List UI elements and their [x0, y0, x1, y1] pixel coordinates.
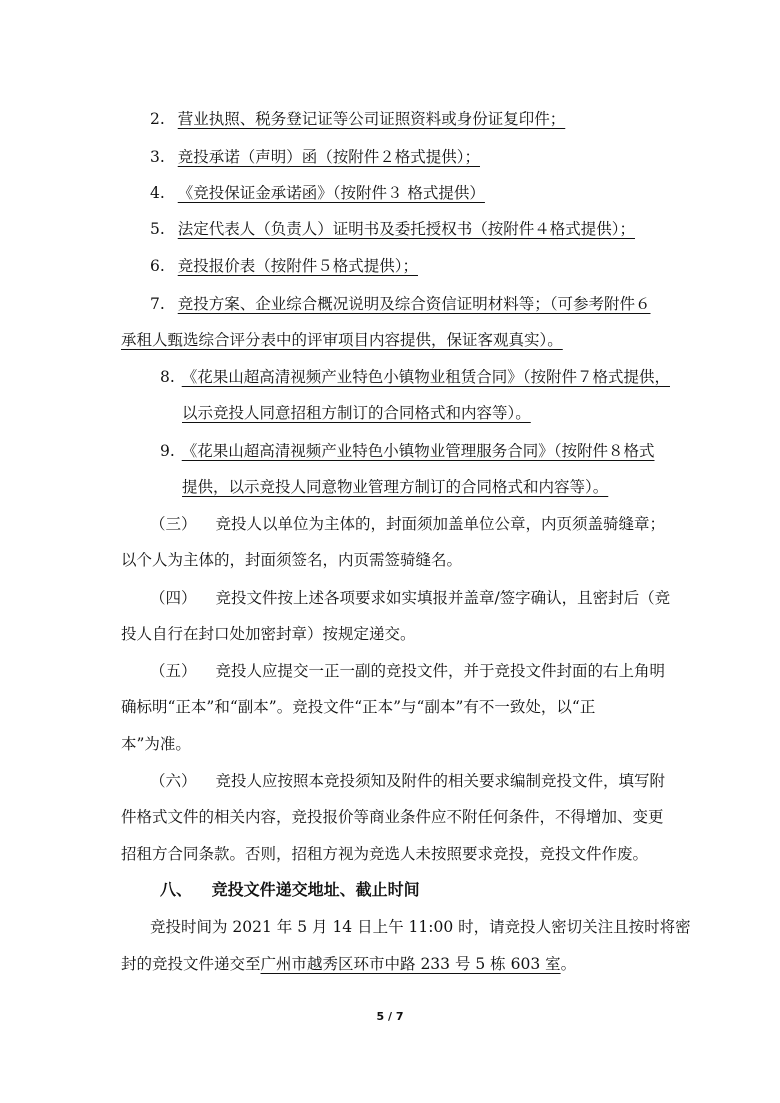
list-number: 6. — [150, 257, 165, 275]
paragraph-text: 本”为准。 — [121, 735, 191, 753]
list-number: 7. — [150, 295, 165, 313]
paragraph-4 — [150, 588, 670, 608]
list-text-line1: 竞投方案、企业综合概况说明及综合资信证明材料等；（可参考附件６ — [177, 295, 651, 313]
list-text: 营业执照、税务登记证等公司证照资料或身份证复印件； — [177, 110, 566, 128]
list-text: 《竞投保证金承诺函》（按附件３ 格式提供） — [177, 184, 485, 202]
list-text-line2: 以示竞投人同意招租方制订的合同格式和内容等）。 — [182, 404, 531, 422]
list-item-4 — [150, 183, 485, 203]
list-item-5 — [150, 219, 635, 239]
list-number: 8. — [160, 368, 175, 386]
list-text-line2: 承租人甄选综合评分表中的评审项目内容提供，保证客观真实）。 — [121, 331, 563, 349]
section-text: 封的竞投文件递交至 — [121, 955, 261, 973]
section-text-line2 — [121, 954, 576, 974]
list-text-line2: 提供，以示竞投人同意物业管理方制订的合同格式和内容等）。 — [182, 478, 609, 496]
paragraph-6 — [150, 771, 665, 791]
list-number: 5. — [150, 220, 165, 238]
paragraph-text: 竞投人应按照本竞投须知及附件的相关要求编制竞投文件，填写附 — [215, 772, 665, 790]
paragraph-label: （五） — [150, 662, 197, 680]
list-number: 2. — [150, 110, 165, 128]
delivery-address: 广州市越秀区环市中路 233 号 5 栋 603 室 — [260, 955, 561, 973]
list-text-line1: 《花果山超高清视频产业特色小镇物业租赁合同》（按附件７格式提供， — [181, 368, 670, 386]
section-text: 。 — [560, 955, 577, 973]
paragraph-3 — [150, 514, 665, 534]
paragraph-text: 竞投文件按上述各项要求如实填报并盖章/签字确认，且密封后（竞 — [215, 589, 671, 607]
list-item-6 — [150, 256, 418, 276]
list-text: 竞投报价表（按附件５格式提供）； — [177, 257, 418, 275]
paragraph-label: （四） — [150, 589, 197, 607]
list-text: 竞投承诺（声明）函（按附件２格式提供）； — [177, 148, 480, 166]
section-title: 竞投文件递交地址、截止时间 — [211, 880, 420, 899]
section-text: 竞投时间为 2021 年 5 月 14 日上午 11:00 时，请竞投人密切关注且按时将密 — [150, 918, 691, 936]
list-text-line1: 《花果山超高清视频产业特色小镇物业管理服务合同》（按附件８格式 — [181, 442, 655, 460]
paragraph-text: 招租方合同条款。否则，招租方视为竞选人未按照要求竞投，竞投文件作废。 — [121, 845, 649, 863]
list-number: 4. — [150, 184, 165, 202]
paragraph-text: 以个人为主体的，封面须签名，内页需签骑缝名。 — [121, 551, 463, 569]
list-item-2 — [150, 109, 565, 129]
section-heading — [160, 880, 420, 900]
page-number: 5 / 7 — [376, 1010, 404, 1023]
paragraph-label: （三） — [150, 515, 197, 533]
list-item-8 — [160, 367, 670, 387]
section-label: 八、 — [160, 880, 193, 899]
list-text: 法定代表人（负责人）证明书及委托授权书（按附件４格式提供）； — [177, 220, 635, 238]
paragraph-text: 竞投人以单位为主体的，封面须加盖单位公章，内页须盖骑缝章； — [215, 515, 665, 533]
paragraph-text: 投人自行在封口处加密封章）按规定递交。 — [121, 625, 416, 643]
list-item-9 — [160, 441, 655, 461]
list-item-3 — [150, 147, 480, 167]
paragraph-text: 竞投人应提交一正一副的竞投文件，并于竞投文件封面的右上角明 — [215, 662, 665, 680]
paragraph-text: 件格式文件的相关内容，竞投报价等商业条件应不附任何条件，不得增加、变更 — [121, 808, 664, 826]
list-number: 3. — [150, 148, 165, 166]
paragraph-text: 确标明“正本”和“副本”。竞投文件“正本”与“副本”有不一致处，以“正 — [121, 698, 596, 716]
paragraph-5 — [150, 661, 665, 681]
list-number: 9. — [160, 442, 175, 460]
list-item-7 — [150, 294, 651, 314]
paragraph-label: （六） — [150, 772, 197, 790]
